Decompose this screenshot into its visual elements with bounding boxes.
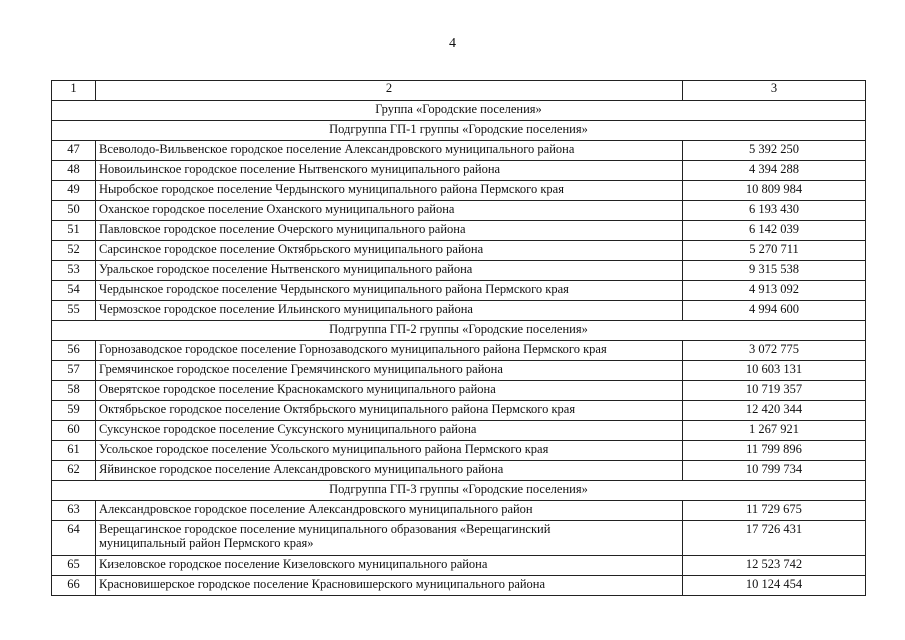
subgroup-title: Подгруппа ГП-2 группы «Городские поселения»	[52, 321, 866, 341]
table-row	[52, 261, 866, 281]
amount: 11 799 896	[683, 441, 866, 461]
column-header-1: 1	[52, 81, 96, 101]
amount: 10 719 357	[683, 381, 866, 401]
settlement-name: Октябрьское городское поселение Октябрьского муниципального района Пермского края	[96, 401, 683, 421]
row-number: 55	[52, 301, 96, 321]
amount: 4 994 600	[683, 301, 866, 321]
settlement-name: Новоильинское городское поселение Нытвенского муниципального района	[96, 161, 683, 181]
settlement-name: Яйвинское городское поселение Александровского муниципального района	[96, 461, 683, 481]
table-row	[52, 221, 866, 241]
row-number: 57	[52, 361, 96, 381]
settlement-name: Усольское городское поселение Усольского муниципального района Пермского края	[96, 441, 683, 461]
row-number: 58	[52, 381, 96, 401]
subgroup-title: Подгруппа ГП-3 группы «Городские поселения»	[52, 481, 866, 501]
settlement-name: Сарсинское городское поселение Октябрьского муниципального района	[96, 241, 683, 261]
amount: 4 394 288	[683, 161, 866, 181]
table-row	[52, 181, 866, 201]
table-row	[52, 401, 866, 421]
table-row	[52, 461, 866, 481]
row-number: 51	[52, 221, 96, 241]
table-row	[52, 361, 866, 381]
table-row	[52, 281, 866, 301]
amount: 9 315 538	[683, 261, 866, 281]
table-row	[52, 556, 866, 576]
settlement-name: Гремячинское городское поселение Гремячинского муниципального района	[96, 361, 683, 381]
amount: 3 072 775	[683, 341, 866, 361]
amount: 17 726 431	[683, 521, 866, 556]
table-row	[52, 141, 866, 161]
table-row	[52, 341, 866, 361]
row-number: 62	[52, 461, 96, 481]
table-row	[52, 501, 866, 521]
subgroup-row	[52, 121, 866, 141]
subgroup-row	[52, 481, 866, 501]
row-number: 65	[52, 556, 96, 576]
row-number: 66	[52, 576, 96, 596]
row-number: 64	[52, 521, 96, 556]
row-number: 59	[52, 401, 96, 421]
amount: 5 270 711	[683, 241, 866, 261]
settlement-name-line: муниципальный район Пермского края»	[99, 536, 314, 550]
amount: 12 523 742	[683, 556, 866, 576]
settlement-name: Красновишерское городское поселение Красновишерского муниципального района	[96, 576, 683, 596]
amount: 10 809 984	[683, 181, 866, 201]
amount: 4 913 092	[683, 281, 866, 301]
settlement-name: Павловское городское поселение Очерского муниципального района	[96, 221, 683, 241]
settlement-name: Всеволодо-Вильвенское городское поселение Александровского муниципального района	[96, 141, 683, 161]
settlement-name: Александровское городское поселение Александровского муниципального район	[96, 501, 683, 521]
settlement-name	[96, 521, 683, 556]
table-row	[52, 576, 866, 596]
amount: 1 267 921	[683, 421, 866, 441]
settlement-name: Уральское городское поселение Нытвенского муниципального района	[96, 261, 683, 281]
settlement-name-line: Верещагинское городское поселение муниципального образования «Верещагинский	[99, 522, 551, 536]
settlement-name: Ныробское городское поселение Чердынского муниципального района Пермского края	[96, 181, 683, 201]
settlement-name: Кизеловское городское поселение Кизеловского муниципального района	[96, 556, 683, 576]
subgroup-row	[52, 321, 866, 341]
amount: 11 729 675	[683, 501, 866, 521]
group-row	[52, 101, 866, 121]
row-number: 48	[52, 161, 96, 181]
settlement-name: Оверятское городское поселение Краснокамского муниципального района	[96, 381, 683, 401]
subgroup-title: Подгруппа ГП-1 группы «Городские поселения»	[52, 121, 866, 141]
column-header-3: 3	[683, 81, 866, 101]
table-row	[52, 301, 866, 321]
row-number: 49	[52, 181, 96, 201]
settlement-name: Оханское городское поселение Оханского муниципального района	[96, 201, 683, 221]
table-row	[52, 161, 866, 181]
table-row	[52, 381, 866, 401]
row-number: 54	[52, 281, 96, 301]
row-number: 61	[52, 441, 96, 461]
row-number: 52	[52, 241, 96, 261]
settlement-name: Суксунское городское поселение Суксунского муниципального района	[96, 421, 683, 441]
settlement-name: Горнозаводское городское поселение Горнозаводского муниципального района Пермского края	[96, 341, 683, 361]
table-row	[52, 241, 866, 261]
table-row	[52, 201, 866, 221]
amount: 6 193 430	[683, 201, 866, 221]
table-row	[52, 421, 866, 441]
table-row	[52, 441, 866, 461]
row-number: 53	[52, 261, 96, 281]
amount: 10 603 131	[683, 361, 866, 381]
row-number: 63	[52, 501, 96, 521]
amount: 10 799 734	[683, 461, 866, 481]
row-number: 50	[52, 201, 96, 221]
amount: 5 392 250	[683, 141, 866, 161]
row-number: 47	[52, 141, 96, 161]
settlement-name: Чермозское городское поселение Ильинского муниципального района	[96, 301, 683, 321]
page-number: 4	[449, 36, 456, 51]
table-row	[52, 521, 866, 556]
amount: 6 142 039	[683, 221, 866, 241]
column-index-row	[52, 81, 866, 101]
amount: 12 420 344	[683, 401, 866, 421]
row-number: 56	[52, 341, 96, 361]
row-number: 60	[52, 421, 96, 441]
column-header-2: 2	[96, 81, 683, 101]
allocation-table	[51, 80, 866, 596]
group-title: Группа «Городские поселения»	[52, 101, 866, 121]
settlement-name: Чердынское городское поселение Чердынского муниципального района Пермского края	[96, 281, 683, 301]
amount: 10 124 454	[683, 576, 866, 596]
